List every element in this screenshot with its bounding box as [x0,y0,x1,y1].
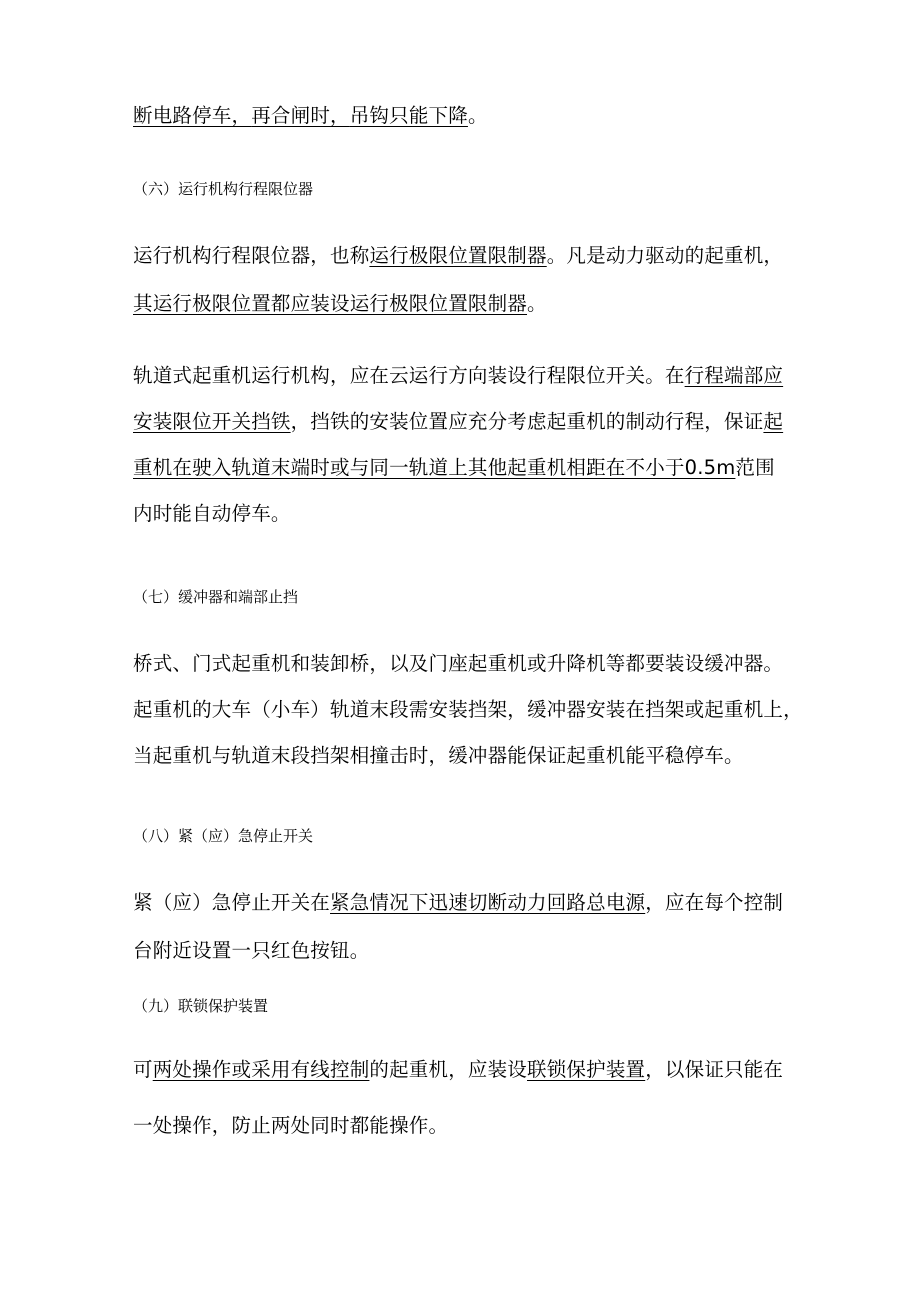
text-run: ， [231,104,252,127]
text-line [133,1107,805,1145]
text-run: 轨道式起重机运行机构，应在云运行方向装设行程限位开关。在 [133,364,685,387]
text-run: 。 [527,292,547,315]
text-run: 紧急情况下迅速切断动力回路总电源 [330,891,646,914]
text-run: 。 [467,104,488,127]
text-line [133,237,805,275]
text-line [133,645,805,683]
text-run: 再合闸时 [251,104,331,127]
text-run: 桥式、门式起重机和装卸桥，以及门座起重机或升降机等都要装设缓冲器。 [133,652,784,675]
section-heading-6: （六）运行机构行程限位器 [133,180,314,198]
text-run: 当起重机与轨道末段挡架相撞击时，缓冲器能保证起重机能平稳停车。 [133,744,744,767]
text-line [133,357,805,395]
text-line [133,737,805,775]
paragraph-interlock [133,1051,805,1145]
text-run: ， [330,104,350,127]
paragraph-travel-limiter [133,237,805,323]
text-line [133,1051,805,1089]
text-run: 起重机的大车（小车）轨道末段需安装挡架，缓冲器安装在挡架或起重机上， [133,698,803,721]
section-heading-9: （九）联锁保护装置 [133,997,269,1015]
text-run: 的起重机，应装设 [369,1058,528,1081]
text-line [133,449,805,487]
text-run: 吊钩只能下降 [349,104,468,127]
section-heading-7: （七）缓冲器和端部止挡 [133,588,299,606]
text-run: ，以保证只能在 [645,1058,784,1081]
text-run: 两处操作或采用有线控制 [152,1058,370,1081]
text-run: 其运行极限位置都应装设运行极限位置限制器 [133,292,528,315]
text-run: 重机在驶入轨道末端时或与同一轨道上其他起重机相距在不小于0.5m [133,456,736,479]
text-line [133,495,805,533]
text-run: ，挡铁的安装位置应充分考虑起重机的制动行程，保证 [290,410,764,433]
section-heading-8: （八）紧（应）急停止开关 [133,827,314,845]
text-run: 行程端部应 [684,364,784,387]
text-run: 联锁保护装置 [527,1058,646,1081]
text-run: 范围 [735,456,775,479]
text-line [133,691,805,729]
text-run: 可 [133,1058,153,1081]
text-run: 一处操作，防止两处同时都能操作。 [133,1114,449,1137]
text-run: 内时能自动停车。 [133,502,291,525]
text-run: 起 [763,410,784,433]
text-run: 安装限位开关挡铁 [133,410,291,433]
paragraph-rail-crane-limit-switch [133,357,805,533]
text-run: 紧（应）急停止开关在 [133,891,331,914]
paragraph-hook-descent [133,97,805,135]
text-run: 运行极限位置限制器 [369,244,547,267]
text-run: ，应在每个控制 [645,891,784,914]
text-line [133,285,805,323]
text-run: 断电路停车 [133,104,232,127]
text-line [133,97,805,135]
paragraph-emergency-stop [133,884,805,970]
text-line [133,884,805,922]
text-run: 。凡是动力驱动的起重机， [546,244,784,267]
text-run: 运行机构行程限位器，也称 [133,244,370,267]
text-line [133,932,805,970]
paragraph-buffer [133,645,805,775]
text-run: 台附近设置一只红色按钮。 [133,939,370,962]
text-line [133,403,805,441]
